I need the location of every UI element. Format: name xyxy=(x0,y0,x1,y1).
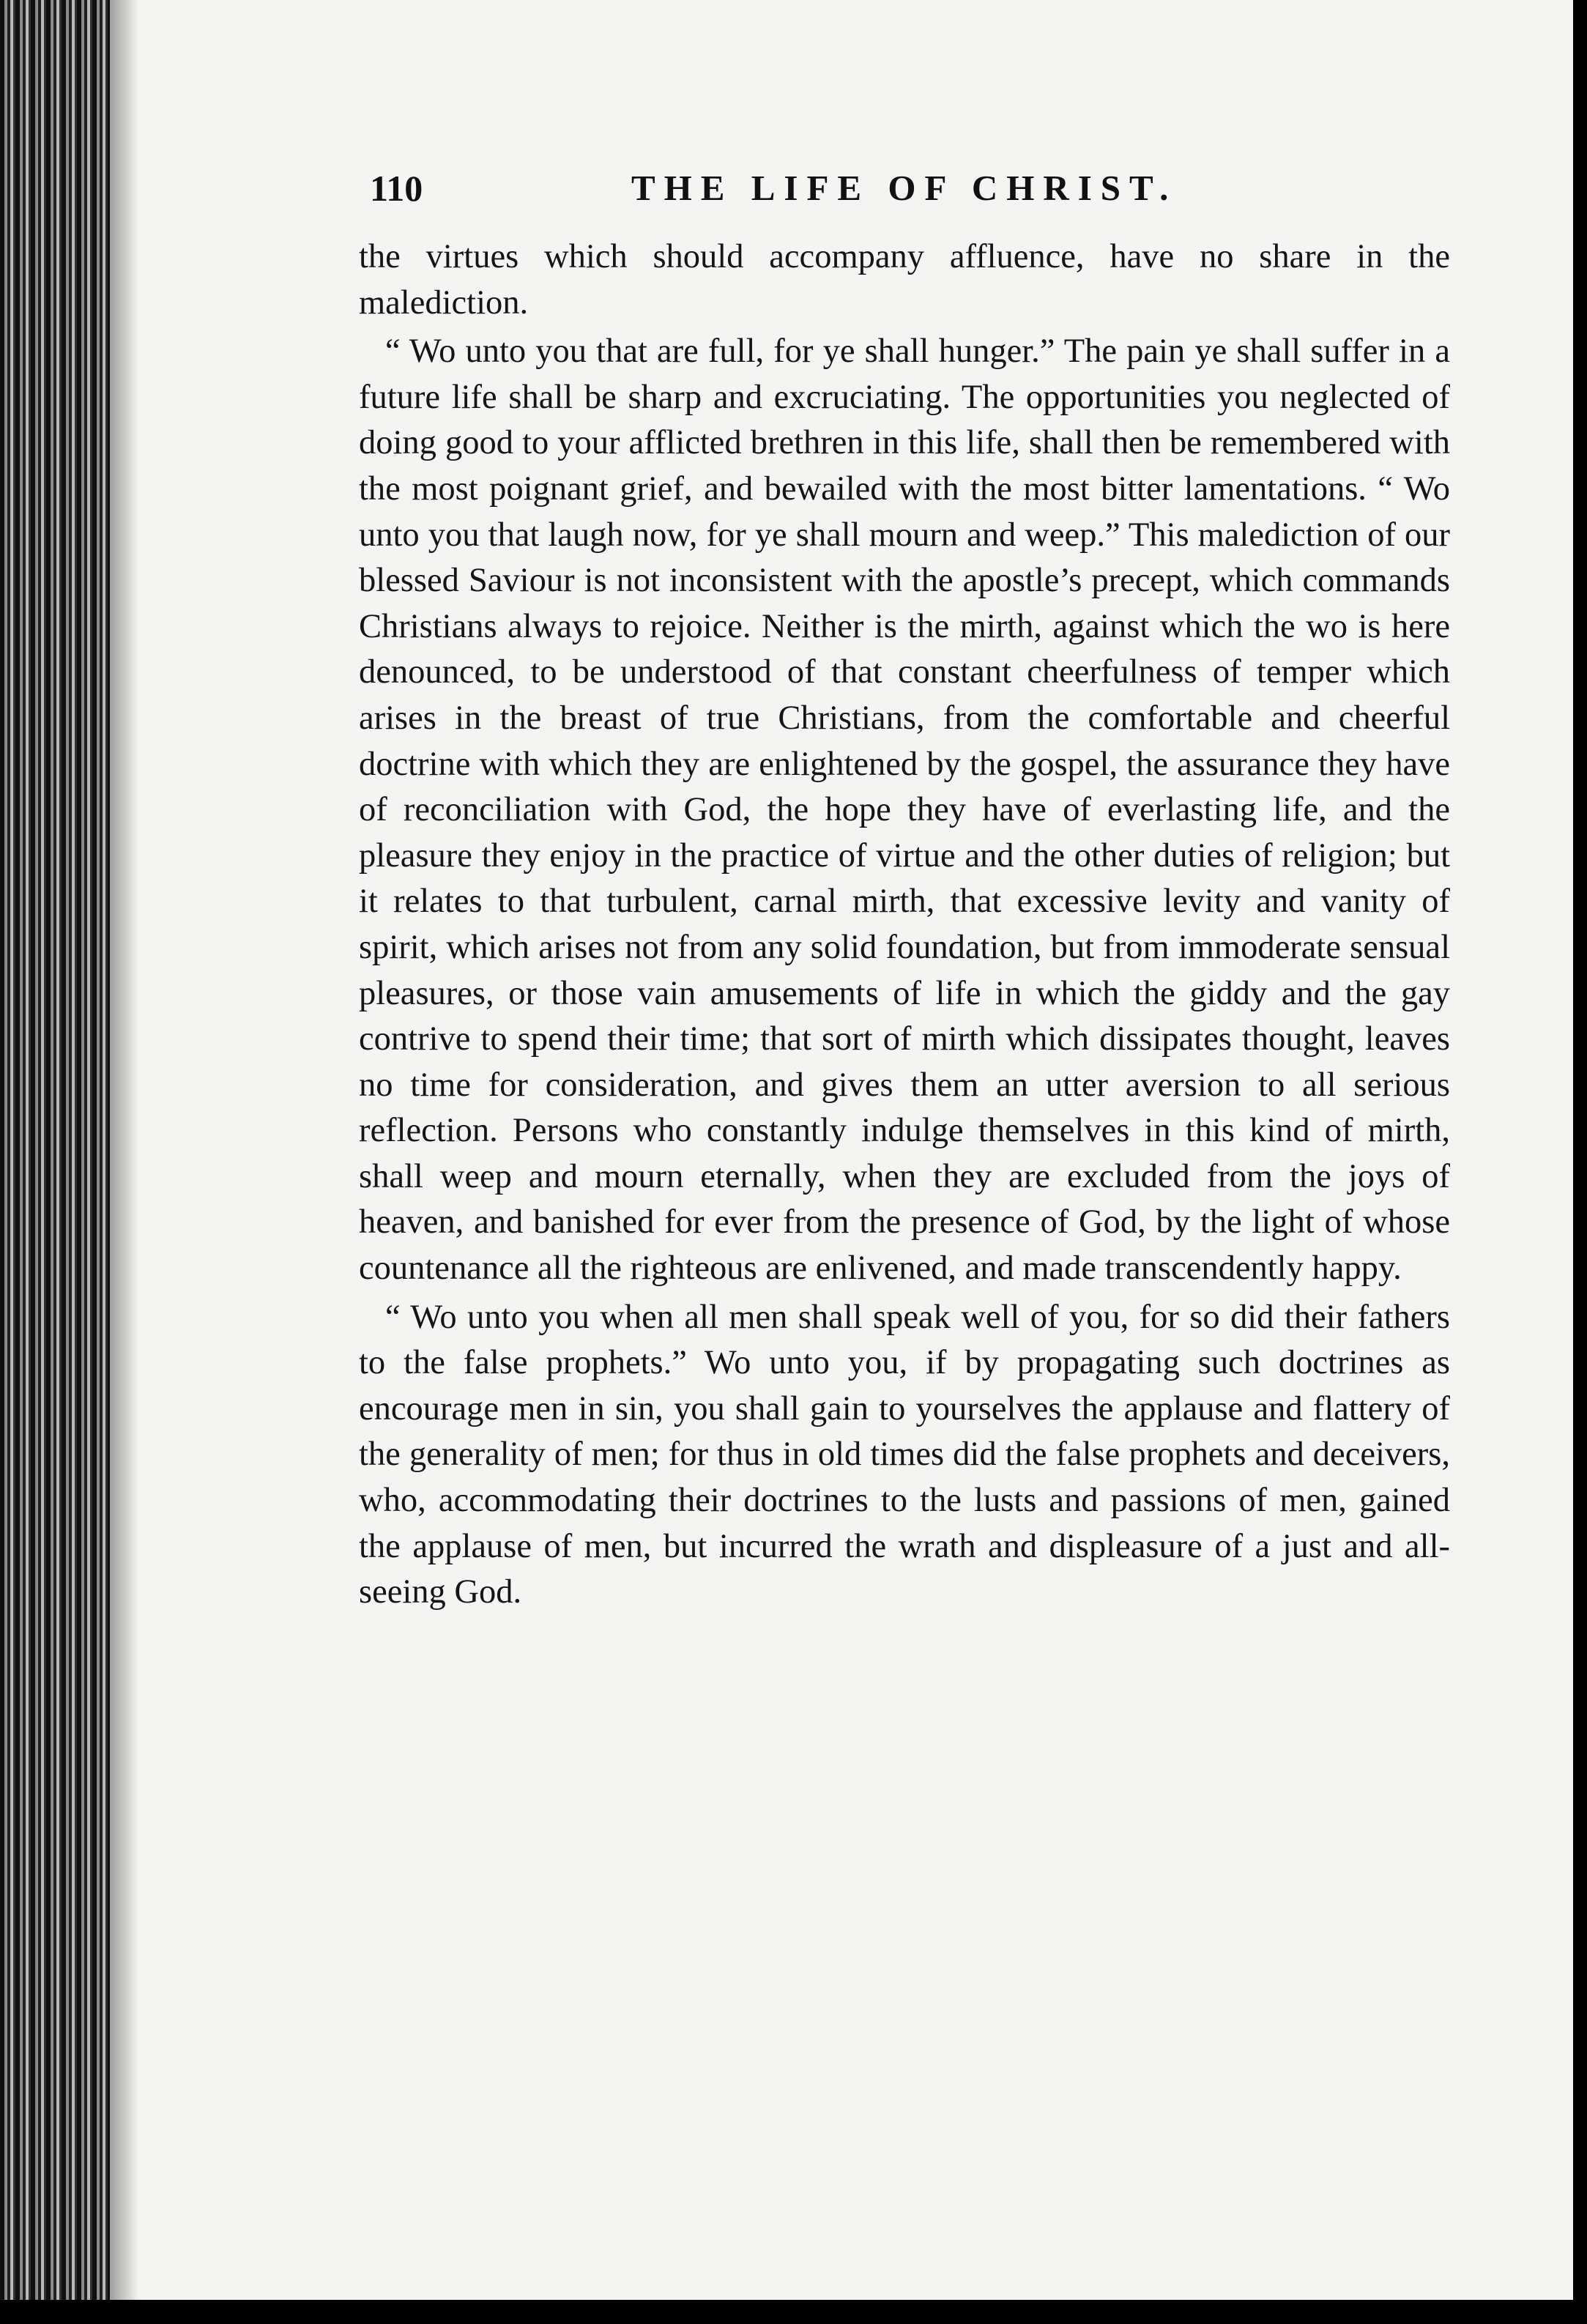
body-text xyxy=(359,234,1450,1616)
running-head xyxy=(370,155,1468,221)
bottom-scan-border xyxy=(0,2300,1587,2324)
paragraph-wo-unto-speak-well: “ Wo unto you when all men shall speak well of you, for so did their fathers to the false prophets.” Wo unto you, if by propagating such doctrines as encourage men in sin, you shall gain to yourselves the applause and flattery of the generality of men; for thus in old times did the false prophets and deceivers, who, accommodating their doctrines to the lusts and passions of men, gained the applause of men, but incurred the wrath and displeasure of a just and all-seeing God. xyxy=(359,1298,1450,1611)
book-spine-edge xyxy=(0,0,110,2300)
page-number: 110 xyxy=(370,168,423,209)
running-title: THE LIFE OF CHRIST. xyxy=(631,168,1178,208)
paragraph-continuation: the virtues which should accompany affluence, have no share in the malediction. xyxy=(359,238,1450,322)
paragraph-wo-unto-full: “ Wo unto you that are full, for ye shall hunger.” The pain ye shall suffer in a future life shall be sharp and excruciating. The opportunities you neglected of doing good to your afflicted brethren in this life, shall then be remembered with the most poignant grief, and bewailed with the most bitter lamentations. “ Wo unto you that laugh now, for ye shall mourn and weep.” This malediction of our blessed Saviour is not inconsistent with the apostle’s precept, which commands Christians always to rejoice. Neither is the mirth, against which the wo is here denounced, to be understood of that constant cheerfulness of temper which arises in the breast of true Christians, from the comfortable and cheerful doctrine with which they are enlightened by the gospel, the assurance they have of reconciliation with God, the hope they have of everlasting life, and the pleasure they enjoy in the practice of virtue and the other duties of religion; but it relates to that turbulent, carnal mirth, that excessive levity and vanity of spirit, which arises not from any solid foundation, but from immoderate sensual pleasures, or those vain amusements of life in which the giddy and the gay contrive to spend their time; that sort of mirth which dissipates thought, leaves no time for consideration, and gives them an utter aversion to all serious reflection. Persons who constantly indulge themselves in this kind of mirth, shall weep and mourn eternally, when they are excluded from the joys of heaven, and banished for ever from the presence of God, by the light of whose countenance all the righteous are enlivened, and made transcendently happy. xyxy=(359,333,1450,1288)
gutter-shadow xyxy=(110,0,139,2300)
right-scan-border xyxy=(1573,0,1587,2300)
